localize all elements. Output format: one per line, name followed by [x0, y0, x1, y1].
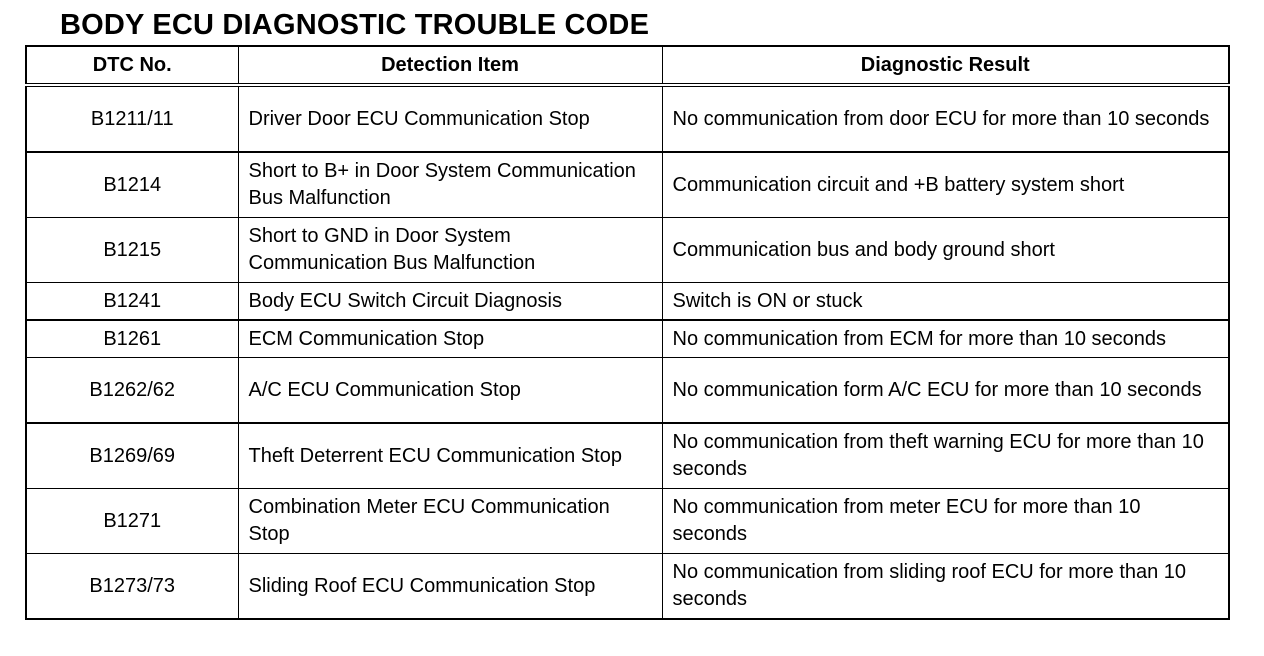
dtc-code: B1262/62 [26, 358, 238, 424]
table-row [26, 423, 1229, 489]
detection-item: Body ECU Switch Circuit Diagnosis [238, 283, 662, 321]
diagnostic-result: No communication form A/C ECU for more than 10 seconds [662, 358, 1229, 424]
table-row [26, 554, 1229, 620]
dtc-code: B1214 [26, 152, 238, 218]
table-header-row [26, 46, 1229, 85]
dtc-code: B1271 [26, 489, 238, 554]
detection-item: Theft Deterrent ECU Communication Stop [238, 423, 662, 489]
diagnostic-result: Communication bus and body ground short [662, 218, 1229, 283]
dtc-code: B1215 [26, 218, 238, 283]
diagnostic-result: No communication from door ECU for more than 10 seconds [662, 85, 1229, 152]
table-row [26, 283, 1229, 321]
column-header-dtc-no: DTC No. [26, 46, 238, 85]
column-header-detection-item: Detection Item [238, 46, 662, 85]
detection-item: Combination Meter ECU Communication Stop [238, 489, 662, 554]
table-row [26, 489, 1229, 554]
detection-item: Sliding Roof ECU Communication Stop [238, 554, 662, 620]
detection-item: A/C ECU Communication Stop [238, 358, 662, 424]
table-row [26, 85, 1229, 152]
dtc-table [25, 45, 1230, 620]
detection-item: Driver Door ECU Communication Stop [238, 85, 662, 152]
detection-item: Short to GND in Door System Communication Bus Malfunction [238, 218, 662, 283]
diagnostic-result: No communication from meter ECU for more than 10 seconds [662, 489, 1229, 554]
diagnostic-result: Communication circuit and +B battery system short [662, 152, 1229, 218]
table-row [26, 218, 1229, 283]
page-title: BODY ECU DIAGNOSTIC TROUBLE CODE [60, 9, 650, 41]
table-row [26, 152, 1229, 218]
table-row [26, 358, 1229, 424]
dtc-code: B1269/69 [26, 423, 238, 489]
diagnostic-result: No communication from theft warning ECU for more than 10 seconds [662, 423, 1229, 489]
table-row [26, 320, 1229, 358]
detection-item: Short to B+ in Door System Communication Bus Malfunction [238, 152, 662, 218]
dtc-code: B1211/11 [26, 85, 238, 152]
dtc-code: B1241 [26, 283, 238, 321]
diagnostic-result: No communication from sliding roof ECU for more than 10 seconds [662, 554, 1229, 620]
diagnostic-result: No communication from ECM for more than 10 seconds [662, 320, 1229, 358]
dtc-code: B1261 [26, 320, 238, 358]
detection-item: ECM Communication Stop [238, 320, 662, 358]
column-header-diagnostic-result: Diagnostic Result [662, 46, 1229, 85]
dtc-code: B1273/73 [26, 554, 238, 620]
diagnostic-result: Switch is ON or stuck [662, 283, 1229, 321]
